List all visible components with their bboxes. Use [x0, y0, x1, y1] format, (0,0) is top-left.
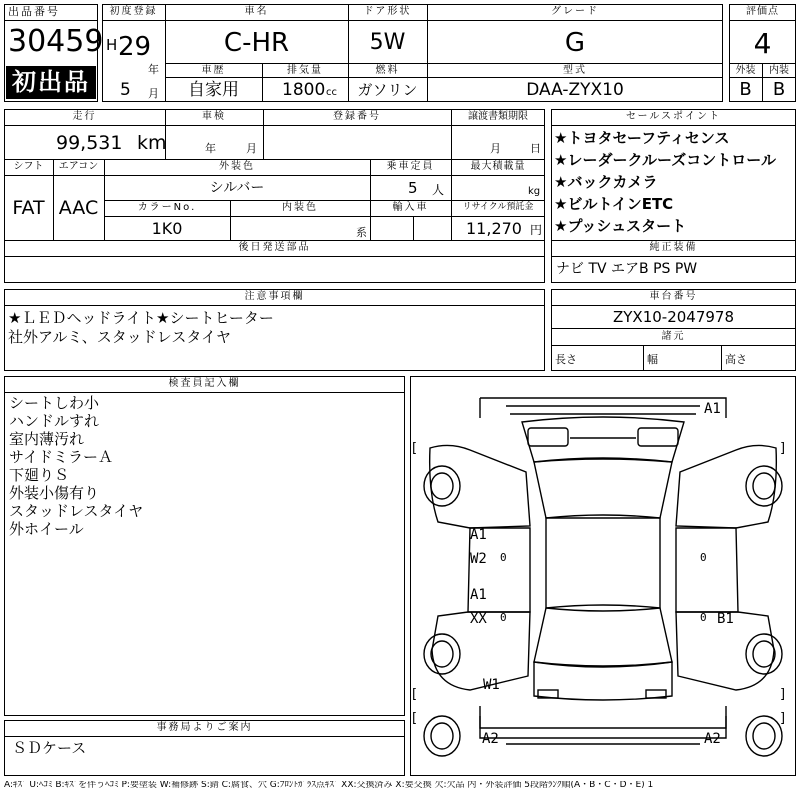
- inspector-line-3: 室内薄汚れ: [9, 430, 85, 448]
- inspector-line-4: サイドミラーＡ: [9, 448, 113, 466]
- score-value: 4: [753, 27, 772, 60]
- ext-color-value: シルバー: [209, 180, 265, 196]
- shift-value: FAT: [12, 197, 45, 219]
- ext-score-value: B: [739, 79, 752, 100]
- history-label: 車歴: [201, 65, 226, 76]
- displacement-unit: cc: [326, 87, 337, 98]
- ac-label: エアコン: [58, 161, 99, 172]
- standard-equipment-title: 純正装備: [649, 242, 698, 253]
- standard-equipment-value: ナビ TV エアB PS PW: [556, 261, 698, 277]
- recycle-label: リサイクル預託金: [462, 202, 534, 212]
- ext-score-label: 外装: [735, 65, 756, 76]
- sales-point-4: ★ビルトインETC: [554, 195, 674, 213]
- year-unit: 年: [148, 63, 159, 76]
- bracket-right-bottom: ]: [780, 711, 786, 726]
- recycle-unit: 円: [530, 223, 543, 237]
- notes-line-2: 社外アルミ、スタッドレスタイヤ: [8, 328, 232, 346]
- int-score-value: B: [772, 79, 786, 100]
- damage-left-front-door-2: W2: [470, 551, 487, 567]
- damage-rear-left: A2: [482, 731, 499, 747]
- inspector-line-6: 外装小傷有り: [9, 484, 100, 502]
- first-listing-badge: 初出品: [6, 66, 96, 99]
- height-label: 高さ: [725, 353, 747, 366]
- mileage-unit: km: [137, 132, 167, 154]
- inspection-label: 車検: [202, 111, 226, 122]
- bracket-left-front: [: [412, 441, 418, 456]
- month-unit: 月: [148, 87, 159, 100]
- inspection-month-unit: 月: [246, 142, 257, 155]
- transfer-day-unit: 日: [530, 142, 541, 155]
- grade-value: G: [564, 28, 586, 58]
- car-damage-diagram: [410, 376, 796, 776]
- mileage-value: 99,531: [56, 132, 123, 154]
- int-color-label: 内装色: [282, 202, 318, 213]
- color-no-label: カラーNo.: [137, 202, 197, 213]
- inspector-line-8: 外ホイール: [9, 520, 84, 538]
- lot-label: 出品番号: [8, 5, 60, 18]
- ac-value: AAC: [58, 197, 99, 219]
- sales-point-3: ★バックカメラ: [554, 173, 658, 191]
- sales-points-title: セールスポイント: [625, 111, 722, 122]
- chassis-title: 車台番号: [649, 291, 698, 302]
- damage-left-rear-quarter: W1: [483, 677, 500, 693]
- damage-right-rear-door: B1: [717, 611, 734, 627]
- inspection-year-unit: 年: [205, 142, 216, 155]
- year-value: 29: [118, 32, 152, 62]
- ext-color-label: 外装色: [219, 161, 255, 172]
- shift-label: シフト: [13, 161, 44, 172]
- notes-title: 注意事項欄: [244, 291, 305, 302]
- displacement-label: 排気量: [287, 65, 323, 76]
- damage-left-rear-door-2: XX: [470, 611, 487, 627]
- model-value: DAA-ZYX10: [526, 80, 624, 100]
- damage-zero-2: 0: [500, 611, 507, 624]
- damage-zero-4: 0: [700, 611, 707, 624]
- damage-front-bumper: A1: [704, 401, 721, 417]
- width-label: 幅: [647, 353, 658, 366]
- chassis-number: ZYX10-2047978: [612, 308, 735, 326]
- later-parts-label: 後日発送部品: [238, 242, 311, 253]
- load-label: 最大積載量: [470, 161, 526, 172]
- dims-title: 諸元: [661, 331, 686, 342]
- int-color-unit: 系: [356, 226, 367, 239]
- month-value: 5: [120, 80, 131, 100]
- inspector-title: 検査員記入欄: [168, 378, 241, 389]
- capacity-value: 5: [408, 179, 418, 197]
- plate-label: 登録番号: [333, 111, 381, 122]
- office-title: 事務局よりご案内: [156, 722, 253, 733]
- displacement-value: 1800: [282, 80, 326, 100]
- recycle-value: 11,270: [466, 219, 522, 238]
- color-no-value: 1K0: [151, 219, 183, 238]
- door-value: 5W: [369, 30, 406, 55]
- inspector-line-5: 下廻りＳ: [9, 466, 70, 484]
- bracket-left-bottom: [: [412, 711, 418, 726]
- fuel-value: ガソリン: [357, 81, 418, 99]
- legend: A:ｷｽﾞ U:ﾍｺﾐ B:ｷｽﾞを伴うﾍｺﾐ P:要塗装 W:補修跡 S:錆 C:腐食、穴 G:ﾌﾛﾝﾄｶﾞﾗｽ点ｷｽﾞ XX:交換済み X:要交換 欠:欠品 内・外装評価 5段階ﾗﾝｸ順(A・B・C・D・E) 1: [4, 781, 654, 790]
- import-label: 輸入車: [392, 202, 429, 213]
- load-unit: kg: [528, 186, 541, 197]
- transfer-label: 譲渡書類期限: [468, 111, 528, 122]
- capacity-label: 乗車定員: [386, 161, 435, 172]
- int-score-label: 内装: [769, 65, 789, 76]
- model-label: 型式: [563, 65, 587, 76]
- door-label: ドア形状: [363, 6, 412, 17]
- mileage-label: 走行: [72, 111, 97, 122]
- grade-label: グレード: [551, 6, 599, 17]
- transfer-month-unit: 月: [490, 142, 501, 155]
- era-value: H: [106, 36, 118, 54]
- damage-rear-right: A2: [704, 731, 721, 747]
- sales-point-2: ★レーダークルーズコントロール: [554, 151, 776, 169]
- length-label: 長さ: [555, 353, 577, 366]
- sales-point-5: ★プッシュスタート: [554, 217, 687, 235]
- inspector-line-7: スタッドレスタイヤ: [9, 502, 144, 520]
- inspector-line-1: シートしわ小: [9, 394, 100, 412]
- score-label: 評価点: [746, 6, 779, 17]
- capacity-unit: 人: [432, 183, 445, 197]
- damage-left-rear-door: A1: [470, 587, 487, 603]
- car-name-value: C-HR: [223, 28, 290, 58]
- fuel-label: 燃料: [375, 65, 400, 76]
- office-value: ＳＤケース: [12, 739, 87, 757]
- first-reg-label: 初度登録: [109, 6, 158, 17]
- damage-zero-1: 0: [500, 551, 507, 564]
- inspector-line-2: ハンドルすれ: [9, 412, 100, 430]
- damage-left-front-door: A1: [470, 527, 487, 543]
- car-name-label: 車名: [244, 6, 269, 17]
- history-value: 自家用: [188, 80, 239, 100]
- bracket-left-rear: [: [412, 687, 418, 702]
- notes-line-1: ★ＬＥＤヘッドライト★シートヒーター: [8, 309, 274, 327]
- sales-point-1: ★トヨタセーフティセンス: [554, 129, 730, 147]
- bracket-right-front: ]: [780, 441, 786, 456]
- bracket-right-rear: ]: [780, 687, 786, 702]
- damage-zero-3: 0: [700, 551, 707, 564]
- lot-number: 30459: [8, 24, 104, 59]
